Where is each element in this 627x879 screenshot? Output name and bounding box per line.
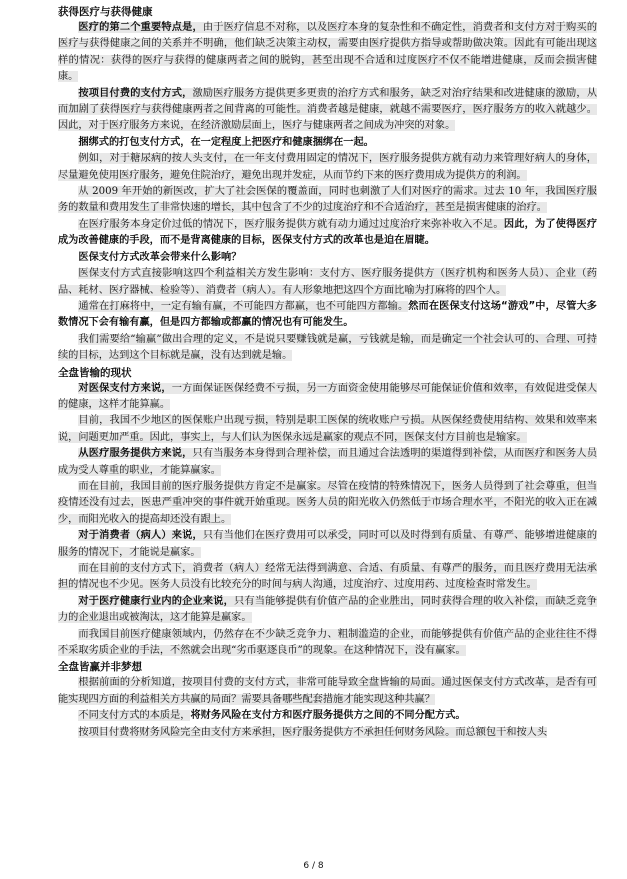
body-text: 只有当能够提供有价值产品的企业胜出，同时获得合理的收入补偿，而缺乏竞争力的企业退出或被淘汰，这才能算是赢家。 bbox=[58, 595, 597, 624]
paragraph bbox=[58, 725, 597, 741]
body-text: 目前，我国不少地区的医保账户出现亏损，特别是职工医保的统收账户亏损。从医保经费使用结构、效果和效率来说，问题更加严重。因此，事实上，与人们认为医保永远是赢家的观点不同，医保支付方目前也是输家。 bbox=[58, 415, 597, 443]
bold-text: 捆绑式的打包支付方式，在一定程度上把医疗和健康捆绑在一起。 bbox=[78, 136, 374, 148]
paragraph bbox=[58, 708, 597, 724]
body-text: 激励医疗服务方提供更多更贵的治疗方式和服务，缺乏对治疗结果和改进健康的激励，从而加剧了获得医疗与获得健康两者之间背离的可能性。消费者越是健康，就越不需要医疗，医疗服务方的收入就越少。因此，对于医疗服务方来说，在经济激励层面上，医疗与健康两者之间成为冲突的对象。 bbox=[58, 87, 598, 132]
body-text: 只有当服务本身得到合理补偿，而且通过合法透明的渠道得到补偿，从而医疗和医务人员成为受人尊重的职业，才能算赢家。 bbox=[58, 448, 598, 476]
bold-text: 对于消费者（病人）来说， bbox=[78, 530, 203, 542]
body-text: 一方面保证医保经费不亏损，另一方面资金使用能够尽可能保证价值和效率，有效促进受保人的健康，这样才能算赢。 bbox=[58, 382, 598, 410]
paragraph bbox=[58, 627, 597, 660]
body-text: 从 2009 年开始的新医改，扩大了社会医保的覆盖面，同时也刺激了人们对医疗的需求。过去 10 年，我国医疗服务的数量和费用发生了非常快速的增长，其中包含了不少的过度治疗和不合适治疗，甚至是损害健康的治疗。 bbox=[58, 186, 597, 214]
paragraph bbox=[58, 86, 597, 135]
body-text: 而我国目前医疗健康领域内，仍然存在不少缺乏竞争力、粗制滥造的企业，而能够提供有价值产品的企业往往不得不采取劣质企业的手法，不然就会出现“劣币驱逐良币”的现象。在这种情况下，没有赢家。 bbox=[58, 628, 597, 657]
bold-text: 医疗的第二个重要特点是， bbox=[78, 22, 203, 33]
paragraph bbox=[58, 135, 597, 151]
paragraph bbox=[58, 332, 597, 365]
bold-text: 按项目付费的支付方式， bbox=[78, 87, 193, 99]
paragraph bbox=[58, 299, 597, 332]
bold-text: 医保支付方式改革会带来什么影响？ bbox=[78, 251, 242, 263]
bold-text: 从医疗服务提供方来说， bbox=[78, 448, 193, 460]
body-text: 而在目前的支付方式下，消费者（病人）经常无法得到满意、合适、有质量、有尊严的服务，而且医疗费用无法承担的情况也不少见。医务人员没有比较充分的时间与病人沟通，过度治疗、过度用药、过度检查时常发生。 bbox=[58, 563, 597, 591]
paragraph bbox=[58, 250, 597, 266]
paragraph bbox=[58, 20, 597, 86]
paragraph bbox=[58, 675, 597, 708]
body-text: 通常在打麻将中，一定有输有赢，不可能四方都赢，也不可能四方都输。 bbox=[78, 300, 409, 312]
paragraph bbox=[58, 446, 597, 479]
document-content bbox=[58, 4, 597, 741]
section-heading: 全盘皆输的现状 bbox=[58, 366, 132, 379]
section-heading: 获得医疗与获得健康 bbox=[58, 6, 153, 18]
body-text: 按项目付费将财务风险完全由支付方来承担，医疗服务提供方不承担任何财务风险。而总额包干和按人头 bbox=[78, 726, 548, 738]
paragraph bbox=[58, 413, 597, 446]
paragraph bbox=[58, 561, 597, 594]
bold-text: 然而在医保支付这场“游戏”中，尽管大多数情况下会有输有赢，但是四方都输或都赢的情况也有可能发生。 bbox=[58, 300, 597, 329]
paragraph bbox=[58, 217, 597, 250]
page-number: 6 / 8 bbox=[303, 861, 324, 871]
paragraph bbox=[58, 151, 597, 184]
body-text: 根据前面的分析知道，按项目付费的支付方式，非常可能导致全盘皆输的局面。通过医保支付方式改革，是否有可能实现四方面的利益相关方共赢的局面？需要具备哪些配套措施才能实现这种共赢？ bbox=[58, 677, 597, 705]
paragraph bbox=[58, 594, 597, 627]
body-text: 例如，对于糖尿病的按人头支付，在一年支付费用固定的情况下，医疗服务提供方就有动力来管理好病人的身体，尽量避免使用医疗服务，避免住院治疗，避免出现并发症，从而节约下来的医疗费用成为提供方的利润。 bbox=[58, 153, 597, 181]
body-text: 由于医疗信息不对称，以及医疗本身的复杂性和不确定性，消费者和支付方对于购买的医疗与获得健康之间的关系并不明确，他们缺乏决策主动权，需要由医疗提供方指导或帮助做决策。因此有可能出现这样的情况：获得的医疗与获得的健康两者之间的脱钩，甚至出现不合适和过度医疗不仅不能增进健康，反而会损害健康。 bbox=[58, 22, 598, 83]
body-text: 而在目前，我国目前的医疗服务提供方肯定不是赢家。尽管在疫情的特殊情况下，医务人员得到了社会尊重，但当疫情还没有过去，医患严重冲突的事件就开始重现。医务人员的阳光收入仍然低于市场合理水平，不阳光的收入正在减少，而阳光收入的提高却还没有跟上。 bbox=[58, 480, 597, 525]
body-text: 只有当他们在医疗费用可以承受，同时可以及时得到有质量、有尊严、能够增进健康的服务的情况下，才能说是赢家。 bbox=[58, 530, 598, 558]
paragraph bbox=[58, 184, 597, 217]
body-text: 医保支付方式直接影响这四个利益相关方发生影响：支付方、医疗服务提供方（医疗机构和医务人员）、企业（药品、耗材、医疗器械、检验等）、消费者（病人）。有人形象地把这四个方面比喻为打麻将的四个人。 bbox=[58, 268, 597, 296]
bold-text: 对于医疗健康行业内的企业来说， bbox=[78, 595, 235, 607]
paragraph bbox=[58, 266, 597, 299]
bold-text: 对医保支付方来说， bbox=[78, 382, 172, 394]
body-text: 在医疗服务本身定价过低的情况下，医疗服务提供方就有动力通过过度治疗来弥补收入不足。 bbox=[78, 218, 504, 230]
bold-text: 因此，为了使得医疗成为改善健康的手段，而不是背离健康的目标，医保支付方式的改革也是迫在眉睫。 bbox=[58, 218, 598, 247]
paragraph bbox=[58, 528, 597, 561]
body-text: 我们需要给“输赢”做出合理的定义，不是说只要赚钱就是赢，亏钱就是输，而是确定一个社会认可的、合理、可持续的目标，达到这个目标就是赢，没有达到就是输。 bbox=[58, 333, 597, 362]
paragraph bbox=[58, 479, 597, 528]
body-text: 不同支付方式的本质是， bbox=[78, 710, 191, 722]
bold-text: 将财务风险在支付方和医疗服务提供方之间的不同分配方式。 bbox=[190, 710, 466, 722]
paragraph bbox=[58, 381, 597, 414]
section-heading: 全盘皆赢并非梦想 bbox=[58, 661, 142, 674]
